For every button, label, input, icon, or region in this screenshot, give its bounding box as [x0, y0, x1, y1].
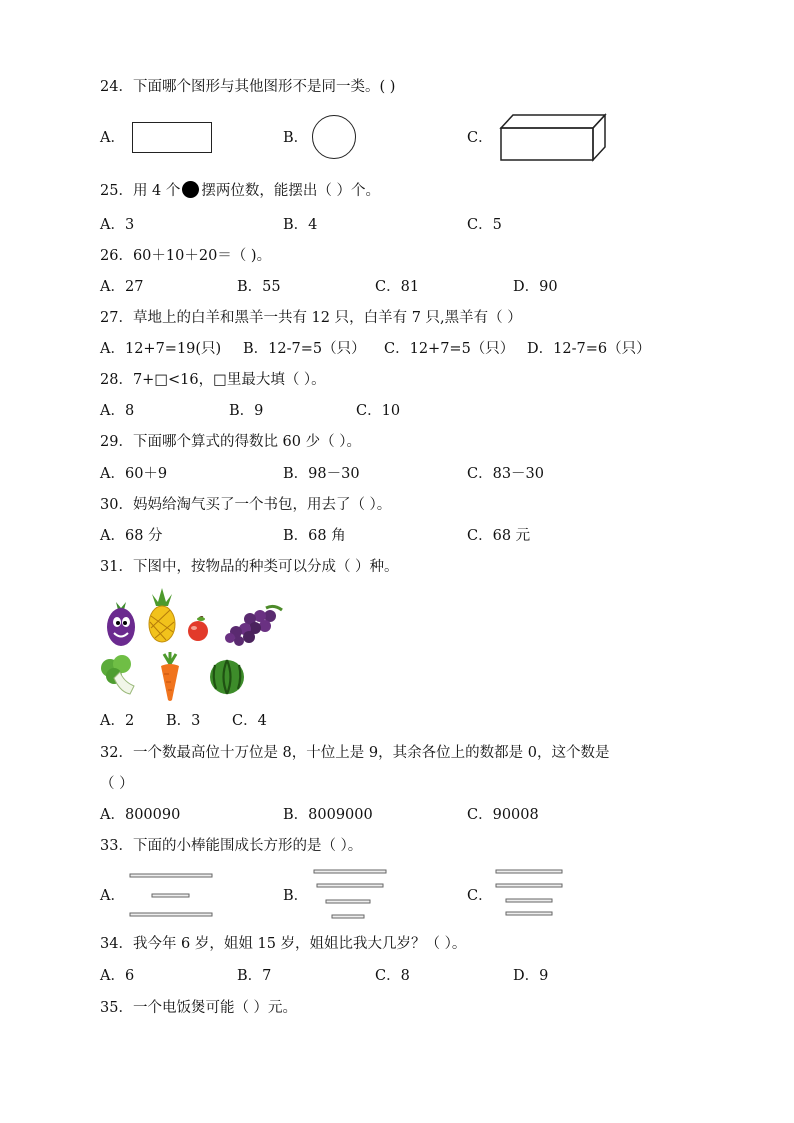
q25-option-c: C．5 [467, 217, 502, 233]
q32-option-a: A．800090 [100, 807, 181, 823]
question-33: 33．下面的小棒能围成长方形的是（ ）。 [100, 838, 363, 854]
q27-option-d: D．12-7=6（只） [527, 341, 651, 357]
q29-option-c: C．83－30 [467, 466, 544, 482]
q34-option-c: C．8 [375, 968, 410, 984]
q33-option-a: A． [100, 888, 125, 904]
q29-option-b: B．98－30 [283, 466, 360, 482]
question-34: 34．我今年 6 岁，姐姐 15 岁，姐姐比我大几岁？（ ）。 [100, 936, 467, 952]
q26-option-a: A．27 [100, 279, 144, 295]
watermelon-icon [208, 658, 246, 696]
q30-option-a: A．68 分 [100, 528, 163, 544]
q33-option-b: B． [283, 888, 309, 904]
q32-option-c: C．90008 [467, 807, 539, 823]
q34-option-a: A．6 [100, 968, 135, 984]
question-29: 29．下面哪个算式的得数比 60 少（ ）。 [100, 434, 361, 450]
circle-icon [312, 115, 356, 159]
sticks-set-a [128, 872, 218, 922]
q34-option-b: B．7 [237, 968, 272, 984]
q25-option-a: A．3 [100, 217, 135, 233]
q25-text-end: 摆两位数，能摆出（ ）个。 [201, 183, 381, 199]
q27-option-a: A．12+7=19(只) [100, 341, 222, 357]
q28-option-c: C．10 [356, 403, 401, 419]
bead-icon [182, 181, 199, 198]
q24-option-b: B． [283, 130, 309, 146]
q30-option-c: C．68 元 [467, 528, 531, 544]
q25-text-start: 25．用 4 个 [100, 183, 181, 199]
q24-option-c: C． [467, 130, 493, 146]
bok-choy-icon [100, 656, 138, 696]
carrot-icon [156, 652, 184, 702]
pineapple-icon [146, 588, 178, 644]
q30-option-b: B．68 角 [283, 528, 346, 544]
q26-option-d: D．90 [513, 279, 558, 295]
q27-option-b: B．12-7=5（只） [243, 341, 366, 357]
q33-option-c: C． [467, 888, 493, 904]
q26-option-b: B．55 [237, 279, 281, 295]
q31-option-c: C．4 [232, 713, 267, 729]
eggplant-icon [104, 598, 138, 648]
q27-option-c: C．12+7=5（只） [384, 341, 515, 357]
question-24: 24．下面哪个图形与其他图形不是同一类。( ) [100, 79, 396, 95]
question-32-blank: （ ） [100, 776, 134, 792]
q31-option-b: B．3 [166, 713, 201, 729]
q28-option-a: A．8 [100, 403, 135, 419]
q29-option-a: A．60＋9 [100, 466, 168, 482]
question-28: 28．7+□<16，□里最大填（ ）。 [100, 372, 326, 388]
q31-option-a: A．2 [100, 713, 135, 729]
q26-option-c: C．81 [375, 279, 420, 295]
question-25 [100, 181, 380, 201]
q25-option-b: B．4 [283, 217, 318, 233]
cuboid-icon [500, 114, 608, 162]
rectangle-icon [132, 122, 212, 153]
question-31: 31．下图中，按物品的种类可以分成（ ）种。 [100, 559, 399, 575]
question-32: 32．一个数最高位十万位是 8，十位上是 9，其余各位上的数都是 0，这个数是 [100, 745, 610, 761]
sticks-set-c [494, 868, 570, 918]
q34-option-d: D．9 [513, 968, 549, 984]
apple-icon [186, 616, 210, 643]
question-27: 27．草地上的白羊和黑羊一共有 12 只，白羊有 7 只,黑羊有（ ） [100, 310, 522, 326]
grapes-icon [222, 604, 286, 646]
question-26: 26．60＋10＋20＝（ )。 [100, 248, 272, 264]
sticks-set-b [312, 868, 392, 922]
question-30: 30．妈妈给淘气买了一个书包，用去了（ ）。 [100, 497, 392, 513]
q28-option-b: B．9 [229, 403, 264, 419]
q24-option-a: A． [100, 130, 125, 146]
q32-option-b: B．8009000 [283, 807, 373, 823]
question-35: 35．一个电饭煲可能（ ）元。 [100, 1000, 298, 1016]
